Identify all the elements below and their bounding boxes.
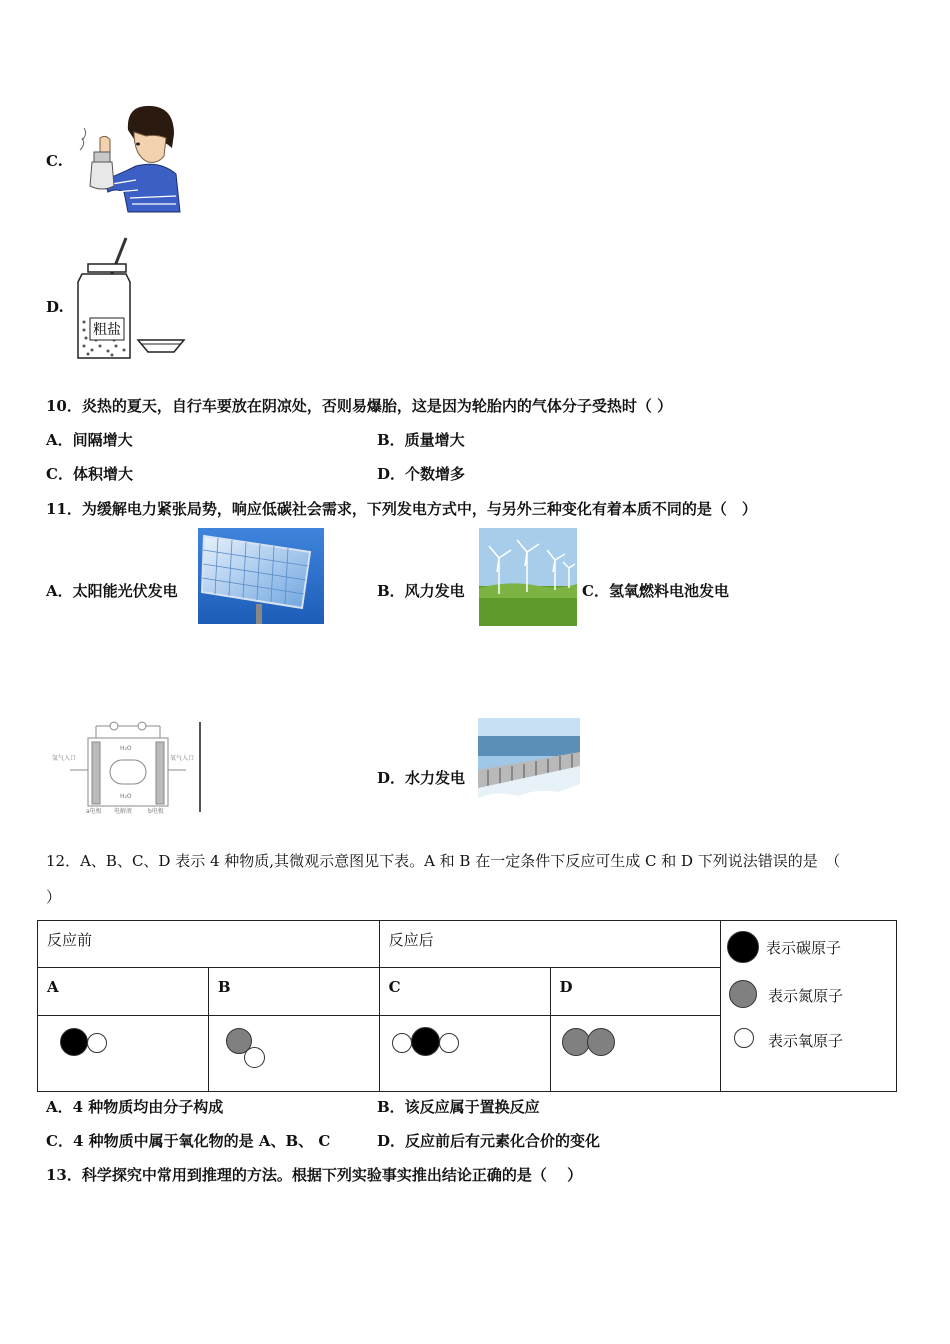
q13-stem: 13．科学探究中常用到推理的方法。根据下列实验事实推出结论正确的是（ ） [46, 1166, 583, 1184]
col-d: D [550, 968, 721, 1016]
q11-option-c[interactable]: C．氢氧燃料电池发电 [582, 582, 729, 600]
fuel-cell-electrolyte: 电解液 [114, 808, 133, 814]
legend-carbon: 表示碳原子 [766, 939, 842, 957]
legend-oxygen: 表示氧原子 [768, 1032, 844, 1050]
molecule-a-oxygen-atom [87, 1033, 107, 1053]
q12-option-c[interactable]: C．4 种物质中属于氧化物的是 A、B、 C [46, 1132, 331, 1150]
q10-option-d[interactable]: D．个数增多 [377, 465, 466, 483]
molecule-d-nitrogen-atom-1 [562, 1028, 590, 1056]
header-before: 反应前 [38, 921, 380, 968]
col-a: A [38, 968, 209, 1016]
molecule-c-oxygen-atom-2 [439, 1033, 459, 1053]
fuel-cell-top-product: H₂O [120, 745, 132, 752]
molecule-a-cell [38, 1016, 209, 1092]
q10-option-b[interactable]: B．质量增大 [377, 431, 465, 449]
q9-option-c-label: C. [46, 152, 63, 170]
molecule-a-carbon-atom [60, 1028, 88, 1056]
jar-label: 粗盐 [93, 322, 121, 338]
q10-option-c[interactable]: C．体积增大 [46, 465, 133, 483]
q12-stem-end: ） [46, 888, 62, 906]
fuel-cell-right-inlet: 氧气入口 [170, 755, 195, 762]
q11-option-a[interactable]: A．太阳能光伏发电 [46, 582, 178, 600]
legend-carbon-icon [727, 931, 759, 963]
q11-option-d[interactable]: D．水力发电 [377, 769, 466, 787]
fuel-cell-bottom-product: H₂O [120, 793, 132, 800]
legend-nitrogen-icon [729, 980, 757, 1008]
molecule-c-oxygen-atom-1 [392, 1033, 412, 1053]
q12-option-a[interactable]: A．4 种物质均由分子构成 [46, 1098, 224, 1116]
hydro-dam-image [478, 718, 580, 814]
q12-option-d[interactable]: D．反应前后有元素化合价的变化 [377, 1132, 601, 1150]
fuel-cell-neg-electrode: a电极 [86, 808, 102, 814]
molecule-b-cell [208, 1016, 379, 1092]
q9-option-c-image [76, 100, 186, 218]
q9-option-d-label: D. [46, 298, 64, 316]
molecule-c-cell [379, 1016, 550, 1092]
q12-stem: 12．A、B、C、D 表示 4 种物质,其微观示意图见下表。A 和 B 在一定条件下反应可生成 C 和 D 下列说法错误的是 （ [46, 852, 841, 870]
q11-stem: 11．为缓解电力紧张局势，响应低碳社会需求，下列发电方式中，与另外三种变化有着本质不同的是（ ） [46, 500, 757, 518]
q11-option-b[interactable]: B．风力发电 [377, 582, 465, 600]
solar-panel-image [198, 528, 324, 624]
header-after: 反应后 [379, 921, 721, 968]
molecule-b-oxygen-atom [244, 1047, 265, 1068]
q10-option-a[interactable]: A．间隔增大 [46, 431, 133, 449]
col-c: C [379, 968, 550, 1016]
legend-nitrogen: 表示氮原子 [768, 987, 844, 1005]
wind-turbine-image [479, 528, 577, 626]
molecule-d-nitrogen-atom-2 [587, 1028, 615, 1056]
q12-option-b[interactable]: B．该反应属于置换反应 [377, 1098, 540, 1116]
legend-oxygen-icon [734, 1028, 754, 1048]
fuel-cell-left-inlet: 氢气入口 [52, 755, 77, 762]
q9-option-d-image [74, 234, 189, 364]
q10-stem: 10．炎热的夏天，自行车要放在阴凉处，否则易爆胎，这是因为轮胎内的气体分子受热时（ ） [46, 397, 673, 415]
molecule-c-carbon-atom [411, 1027, 440, 1056]
fuel-cell-pos-electrode: b电极 [148, 808, 164, 814]
col-b: B [208, 968, 379, 1016]
fuel-cell-diagram [50, 720, 206, 814]
